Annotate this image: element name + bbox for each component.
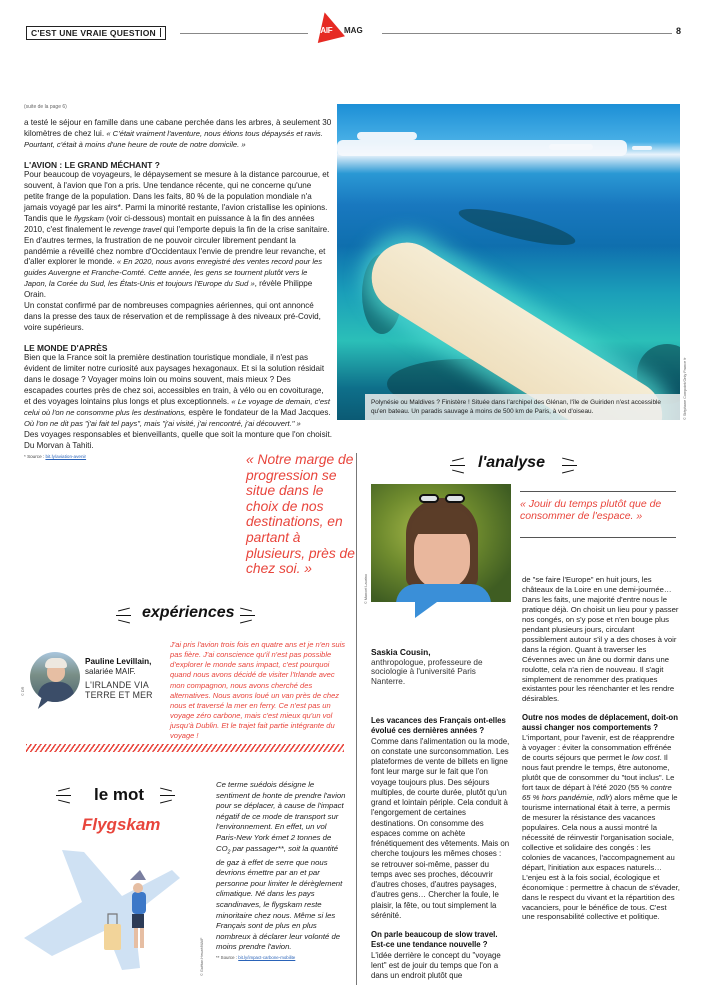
heading-avion: L'AVION : LE GRAND MÉCHANT ? — [24, 159, 160, 170]
experiences-title: expériences — [142, 604, 235, 621]
text-em: flygskam — [73, 213, 104, 223]
title-accent-icon — [160, 788, 172, 792]
word-title: le mot — [94, 785, 145, 804]
title-accent-icon — [160, 800, 172, 804]
footnote-link[interactable]: bit.ly/aviation-avenir — [45, 454, 87, 460]
avatar-tail — [38, 696, 54, 709]
logo-suffix: MAG — [344, 26, 363, 35]
paragraph-avion — [24, 170, 332, 301]
interview-column-2 — [522, 575, 680, 922]
paragraph-monde-apres — [24, 353, 332, 429]
intro-text: a testé le séjour en famille dans une cabane perchée dans les arbres, à seulement 30 kilomètres de chez lui. — [24, 118, 332, 138]
page-header — [20, 22, 683, 44]
word-definition — [216, 780, 346, 964]
text: . Il nous faut prendre le temps, être autonome, plutôt que de consommer du "tout inclus". Le fort taux de départ à l'été 2020 (55 % — [522, 753, 675, 793]
maif-mag-logo — [312, 12, 372, 46]
continuation-note: (suite de la page 6) — [24, 104, 67, 110]
interview-column-1 — [371, 716, 511, 981]
interview-answer: Comme dans l'alimentation ou la mode, on constate une surconsommation. Les plateformes de vente de billets en ligne font leur marge sur le fait que l'on voyage toujours plus. Des séjours multiples, de courte durée, plutôt qu'un grand et lointain périple. Cela conduit à l'engorgement de certaines destinations. On consomme des espaces comme on achète frénétiquement des vêtements. Mais on cherche toujours les mêmes choses : se retrouver soi-même, passer du temps avec ses proches, découvrir d'autres choses, d'autres paysages, d'autres gens… Chercher la foule, le plaisir, la fête, ou tout simplement la sérénité. — [371, 736, 510, 920]
text-em: contre 65 % hors pandémie, ndlr — [522, 783, 672, 803]
text: L'important, pour l'avenir, est de réapprendre à voyager : éviter la consommation effrénée de courts séjours que permet le — [522, 733, 675, 763]
person-info — [85, 657, 165, 700]
portrait-credit: © Manoel Laurino — [364, 573, 368, 604]
expert-name: Saskia Cousin, — [371, 647, 431, 657]
title-accent-icon — [240, 608, 252, 612]
interview-question: Outre nos modes de déplacement, doit-on aussi changer nos comportements ? — [522, 713, 678, 733]
footnote-label: ** Source : — [216, 955, 239, 961]
title-accent-icon — [58, 800, 70, 804]
footnote — [216, 953, 346, 964]
logo-brand: MAIF — [314, 26, 333, 35]
quote-mad-jacques-cont: Où l'on ne dit pas "j'ai fait tel pays", mais "j'ai visité, j'ai rencontré, j'ai découvert." » — [24, 418, 301, 428]
text: Pour beaucoup de voyageurs, le dépaysement se mesure à la distance parcourue, et souvent, à l'avion que l'on a pris. Une tendance récente, qui ne concerne qu'une petite frange de la population. Dans les faits, 80 % de la population mondiale n'a jamais voyagé par les airs*. Parmi la minorité restante, l'avion cristallise les opinions. Tandis que le — [24, 170, 330, 223]
word-term: Flygskam — [82, 815, 161, 834]
title-accent-icon — [562, 458, 574, 462]
text: par passager**, soit la quantité de gaz à effet de serre que nous devrions émettre par an et par personne pour limiter le dérèglement climatique. Né dans les pays scandinaves, le flygskam reste minoritaire chez nous. Même si les Français sont de plus en plus nombreux à déclarer leur volonté de moins prendre l'avion. — [216, 843, 343, 952]
person-trip: L'IRLANDE VIA TERRE ET MER — [85, 680, 153, 700]
text: Bien que la France soit la première destination touristique mondiale, il n'est pas évident de limiter notre curiosité aux paysages hexagonaux. Et si la solution résidait dans le dosage ? Voyager moins loin ou moins souvent, mais mieux ? Des escapades courtes près de chez soi, accessibles en train, à vélo ou en covoiturage, et des voyages lointains plus longs et plus exceptionnels. — [24, 353, 325, 406]
text: Ce terme suédois désigne le sentiment de honte de prendre l'avion pour se déplacer, à cause de l'impact négatif de ce mode de transport sur l'environnement. En effet, un vol Paris-New York émet 2 tonnes de CO — [216, 780, 346, 853]
quote-orain: « En 2020, nous avons enregistré des ventes record pour les guides Auvergne et Franche-Comté. Cette année, les gens se tournent plutôt vers le Japon, la Corée du Sud, les États-Unis et toujours l'Europe du Sud » — [24, 257, 323, 289]
interview-answer: L'idée derrière le concept du "voyage lent" est de jouir du temps que l'on a dans un endroit plutôt que — [371, 950, 501, 980]
illustration-credit: © Gaëtan Heuzé/MAIF — [200, 937, 204, 976]
title-accent-icon — [118, 620, 130, 624]
text-em: low cost — [631, 753, 660, 763]
heading-monde-apres: LE MONDE D'APRÈS — [24, 342, 108, 353]
analysis-title: l'analyse — [478, 454, 545, 471]
footnote-link[interactable]: bit.ly/impact-carbone-mobilite — [238, 955, 296, 961]
person-name: Pauline Levillain, — [85, 657, 152, 666]
interview-answer: de "se faire l'Europe" en huit jours, les châteaux de la Loire en une demi-journée… Dans les faits, une majorité d'entre nous le pratique déjà. On choisit un lieu pour y passer nos congés, on s'y pose et n'en bouge plus pendant plusieurs jours, circulant possiblement autour s'il y a des choses à voir dans la région. Quant à traverser les Cévennes avec un âne ou dormir dans une roulotte, cela n'a rien de nouveau. Il s'agit simplement de renommer des pratiques existantes pour les réenchanter et les rendre désirables. — [522, 575, 679, 704]
title-accent-icon — [160, 795, 175, 796]
title-accent-icon — [240, 615, 255, 616]
plane-traveler-illustration — [22, 840, 182, 980]
photo-guiriden — [337, 104, 680, 420]
page-number: 8 — [675, 26, 681, 36]
section-label-text: C'EST UNE VRAIE QUESTION — [31, 28, 156, 38]
title-accent-icon — [562, 465, 577, 466]
title-accent-icon — [452, 458, 464, 462]
expert-role: anthropologue, professeure de sociologie à l'université Paris Nanterre. — [371, 657, 483, 686]
title-accent-icon — [58, 788, 70, 792]
column-divider — [356, 453, 357, 985]
article-body — [24, 118, 332, 463]
avatar-credit: © DR — [21, 686, 25, 696]
paragraph-compagnies: Un constat confirmé par de nombreuses compagnies aériennes, qui ont annoncé dans la presse des taux de réservation et de remplissage à des niveaux pré-Covid, voire supérieurs. — [24, 301, 321, 332]
paragraph-responsables: Des voyages responsables et bienveillants, quelle que soit la monture que l'on choisit. Du Morvan à Tahiti. — [24, 429, 332, 450]
title-accent-icon — [56, 795, 71, 796]
title-accent-icon — [562, 470, 574, 474]
question-text: On parle beaucoup de slow travel. Est-ce une tendance nouvelle ? — [371, 930, 498, 950]
quote-mad-jacques: « Le voyage de demain, c'est celui où l'on ne consomme plus les destinations, — [24, 396, 330, 417]
text: espère le fondateur de la Mad Jacques. — [186, 407, 331, 417]
expert-bio — [371, 648, 511, 686]
portrait-tail — [415, 602, 437, 618]
title-accent-icon — [118, 608, 130, 612]
section-label — [26, 26, 166, 40]
intro-quote: « C'était vraiment l'aventure, nous étions tous dépaysés et ravis. Pourtant, c'était à moins d'une heure de route de notre domicile. » — [24, 128, 323, 149]
header-rule-left — [180, 33, 308, 34]
text: , révèle Philippe Orain. — [24, 279, 313, 300]
interview-answer — [522, 733, 680, 922]
text: qui l'emporte depuis la fin de la crise sanitaire. En d'autres termes, la frustration de ne pouvoir circuler librement pendant la pandémie a réveillé chez nombre d'Occidentaux l'envie de prendre leur revanche, et d'aller explorer le monde. — [24, 224, 330, 267]
intro-paragraph — [24, 118, 332, 151]
title-accent-icon — [450, 465, 465, 466]
text: (voir ci-dessous) montait en puissance à la fin des années 2010, c'est finalement le — [24, 213, 315, 234]
title-accent-icon — [452, 470, 464, 474]
analysis-quote: « Jouir du temps plutôt que de consommer de l'espace. » — [520, 491, 676, 538]
person-role: salariée MAIF. — [85, 667, 136, 676]
interview-question: Les vacances des Français ont-elles évolué ces dernières années ? — [371, 716, 506, 736]
photo-caption: Polynésie ou Maldives ? Finistère ! Située dans l'archipel des Glénan, l'île de Guiriden n'est accessible qu'en bateau. Un paradis sauvage à moins de 500 km de Paris, à vol d'oiseau. — [365, 394, 680, 420]
text: ) alors même que le tourisme international était à terre, a permis de mesurer la résistance des vacances populaires. Cela nous a aussi montré la nécessité de réinvestir l'organisation sociale, collective et solidaire des congés : les colonies de vacances, l'accompagnement au départ, l'initiation aux espaces naturels… L'enjeu est à la fois social, écologique et économique : permettre à chacun de s'évader, dans le respect du vivant et la répartition des vacanciers, pour le bénéfice de tous. C'est une responsabilité collective et politique. — [522, 793, 680, 922]
pull-quote: « Notre marge de progression se situe dans le choix de nos destinations, en partant à plusieurs, près de chez soi. » — [246, 452, 355, 577]
photo-credit: © Stéphane Compoint/Only France fr — [683, 357, 687, 420]
footnote-label: * Source : — [24, 454, 46, 460]
text-em: revenge travel — [113, 224, 162, 234]
title-accent-icon — [240, 620, 252, 624]
avatar-pauline-levillain — [30, 652, 80, 702]
testimony: J'ai pris l'avion trois fois en quatre ans et je n'en suis pas fière. J'ai conscience qu'il n'est pas possible d'explorer le monde sans impact, c'est pourquoi quand nous avons décidé de visiter l'Irlande avec mon compagnon, nous avons cherché des alternatives. Nous avons loué un van près de chez nous et traversé la mer en ferry. Ce n'est pas un voyage zéro carbone, mais c'est mieux qu'un vol jusqu'à Dublin. Et le trajet fait partie intégrante du voyage ! — [170, 640, 346, 741]
header-rule-right — [382, 33, 672, 34]
stripe-divider — [26, 744, 344, 752]
portrait-saskia-cousin — [371, 484, 511, 602]
title-accent-icon — [116, 615, 131, 616]
co2-subscript: 2 — [227, 849, 231, 856]
interview-question — [371, 930, 511, 951]
